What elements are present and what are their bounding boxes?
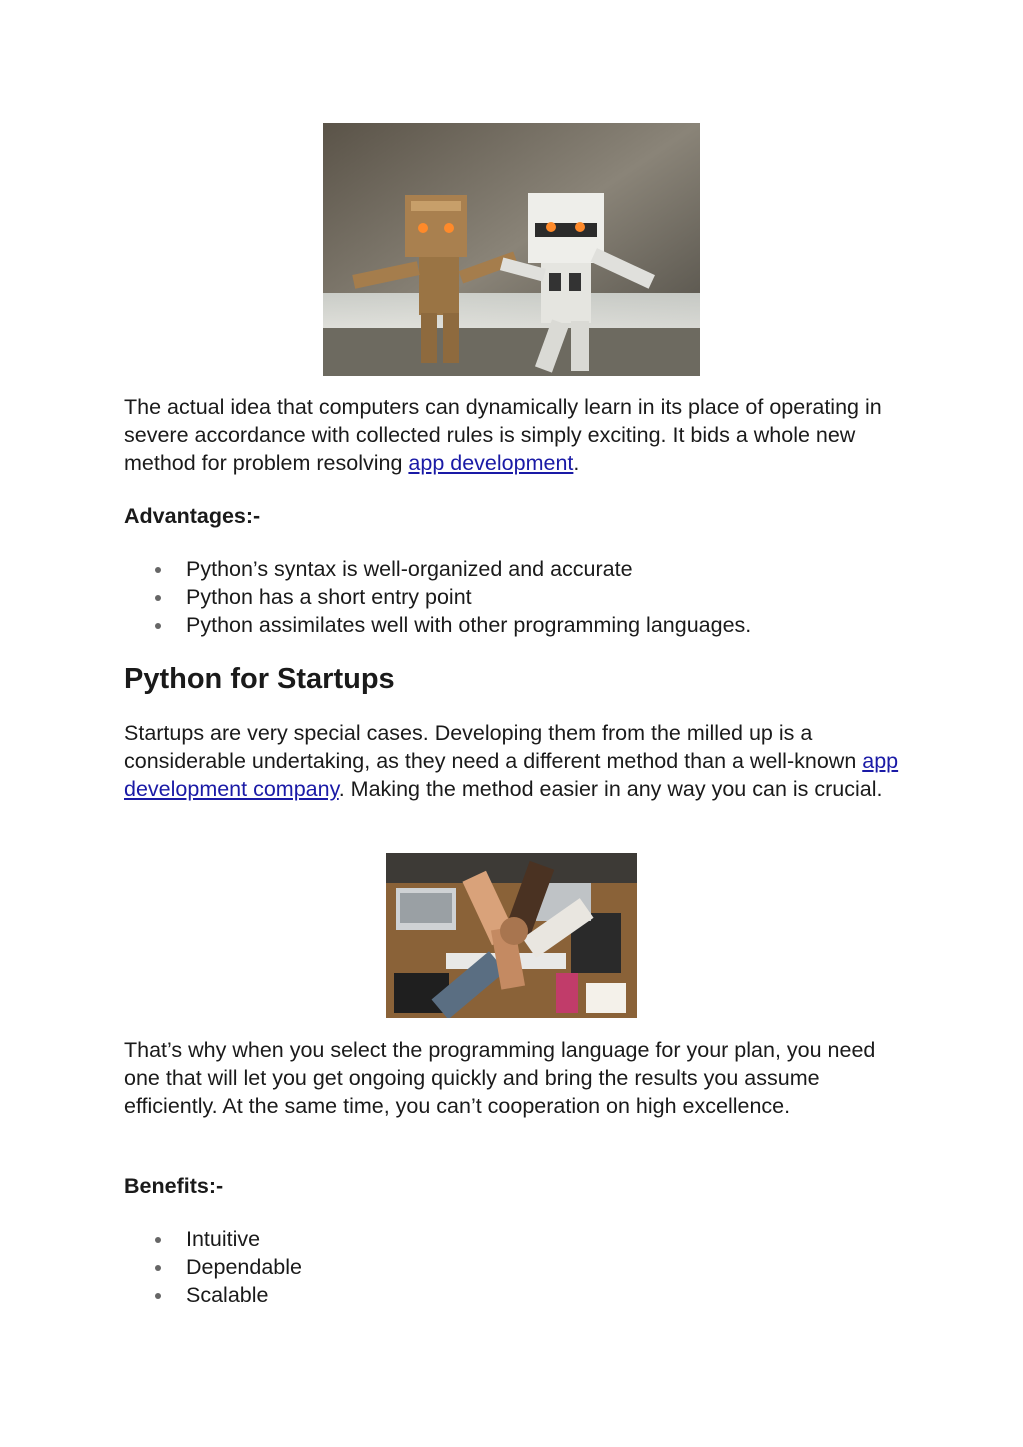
robots-photo xyxy=(323,123,700,376)
team-photo xyxy=(386,853,637,1018)
intro-tail: . xyxy=(573,451,580,475)
benefits-heading: Benefits:- xyxy=(124,1174,224,1198)
intro-paragraph xyxy=(124,393,904,477)
startups-paragraph xyxy=(124,719,904,803)
list-item-text: Python has a short entry point xyxy=(186,585,472,609)
bullet-icon xyxy=(155,623,161,629)
list-item-text: Intuitive xyxy=(186,1227,261,1251)
list-item xyxy=(186,1253,302,1281)
list-item xyxy=(186,583,751,611)
startups-text-before: Startups are very special cases. Developing them from the milled up is a considerable undertaking, as they need a different method than a well-known xyxy=(124,721,863,773)
list-item xyxy=(186,611,751,639)
bullet-icon xyxy=(155,1237,161,1243)
plan-paragraph: That’s why when you select the programming language for your plan, you need one that will let you get ongoing quickly and bring the results you assume efficiently. At the same time, you can’t cooperation on high excellence. xyxy=(124,1038,876,1118)
list-item xyxy=(186,1281,302,1309)
list-item xyxy=(186,555,751,583)
list-item-text: Dependable xyxy=(186,1255,302,1279)
startups-heading: Python for Startups xyxy=(124,663,395,695)
list-item xyxy=(186,1225,302,1253)
list-item-text: Python assimilates well with other programming languages. xyxy=(186,613,752,637)
bullet-icon xyxy=(155,567,161,573)
advantages-heading: Advantages:- xyxy=(124,504,261,528)
startups-text-after: . Making the method easier in any way you can is crucial. xyxy=(338,777,883,801)
benefits-list xyxy=(186,1225,302,1309)
list-item-text: Python’s syntax is well-organized and accurate xyxy=(186,557,633,581)
advantages-list xyxy=(186,555,751,639)
bullet-icon xyxy=(155,1265,161,1271)
bullet-icon xyxy=(155,595,161,601)
app-development-link[interactable]: app development xyxy=(408,451,574,475)
list-item-text: Scalable xyxy=(186,1283,269,1307)
intro-text: The actual idea that computers can dynamically learn in its place of operating in severe accordance with collected rules is simply exciting. It bids a whole new method for problem resolving xyxy=(124,395,882,475)
app-development-company-link[interactable]: app development company xyxy=(124,749,899,801)
bullet-icon xyxy=(155,1293,161,1299)
